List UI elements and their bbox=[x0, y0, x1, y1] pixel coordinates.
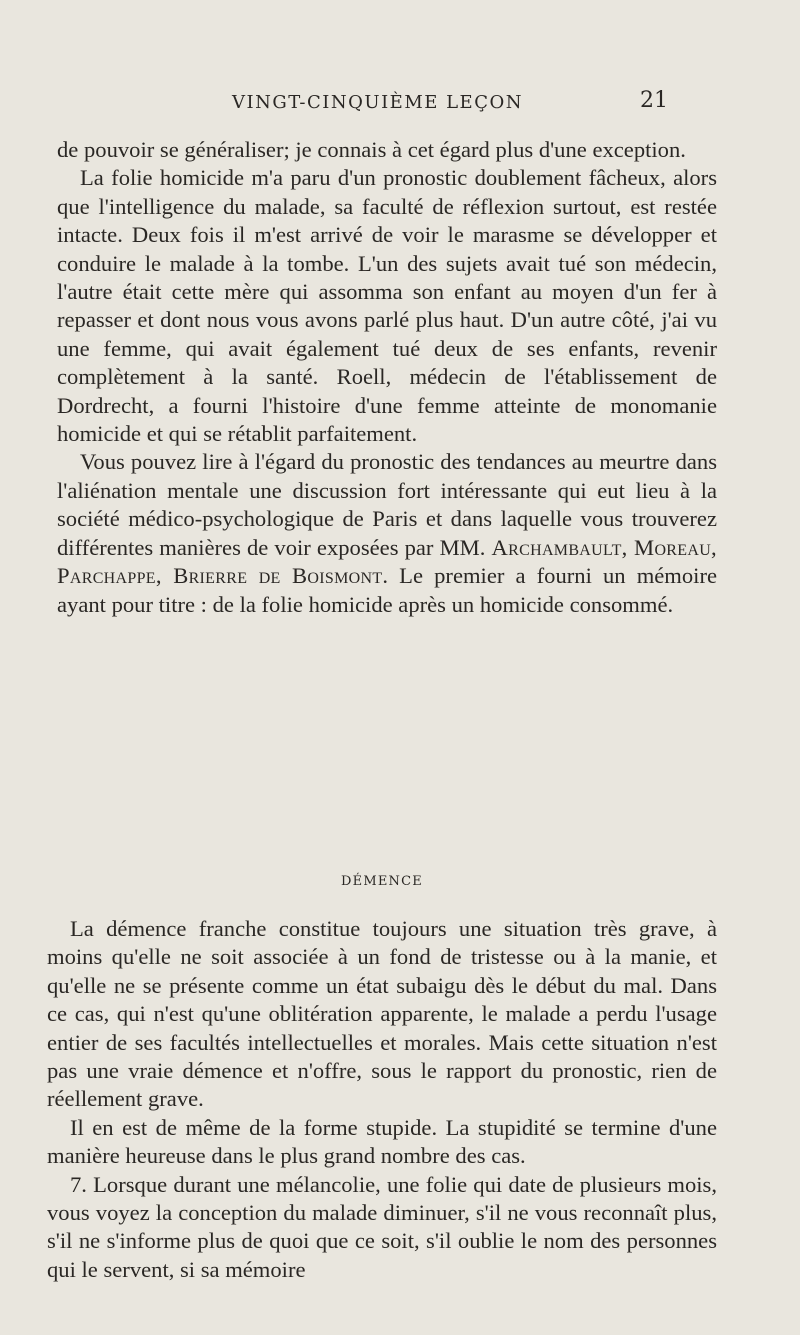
body-text-lower bbox=[47, 843, 717, 1284]
paragraph-discussion-end: . Le premier a fourni un mémoire ayant pour titre : de la folie homicide après un homicide consommé. bbox=[57, 563, 717, 617]
page-number: 21 bbox=[640, 88, 668, 113]
paragraph-melancolie: 7. Lorsque durant une mélancolie, une folie qui date de plusieurs mois, vous voyez la conception du malade diminuer, s'il ne vous reconnaît plus, s'il ne s'informe plus de quoi que ce soit, s'il oublie le nom des personnes qui le servent, si sa mémoire bbox=[47, 1171, 717, 1282]
paragraph-demence: La démence franche constitue toujours une situation très grave, à moins qu'elle ne soit associée à un fond de tristesse ou à la manie, et qu'elle ne se présente comme un état subaigu dès le début du mal. Dans ce cas, qui n'est qu'une oblitération apparente, le malade a perdu l'usage entier de ses facultés intellectuelles et morales. Mais cette situation n'est pas une vraie démence et n'offre, sous le rapport du pronostic, rien de réellement grave. bbox=[47, 916, 717, 1112]
paragraph-continuation: de pouvoir se généraliser; je connais à cet égard plus d'une exception. bbox=[57, 137, 686, 162]
author-names: Archambault, Moreau, Parchappe, Brierre de Boismont bbox=[57, 534, 717, 589]
paragraph-discussion bbox=[57, 448, 717, 618]
section-heading: DÉMENCE bbox=[341, 874, 423, 889]
paragraph-discussion-start: Vous pouvez lire à l'égard du pronostic des tendances au meurtre dans l'aliénation mentale une discussion fort intéressante qui eut lieu à la société médico-psychologique de Paris et dans laquelle vous trouverez différentes manières de voir exposées par MM. bbox=[57, 449, 717, 560]
paragraph-forme-stupide: Il en est de même de la forme stupide. La stupidité se termine d'une manière heureuse dans le plus grand nombre des cas. bbox=[47, 1114, 717, 1169]
body-text-upper bbox=[57, 136, 717, 619]
paragraph-folie-homicide: La folie homicide m'a paru d'un pronostic doublement fâcheux, alors que l'intelligence du malade, sa faculté de réflexion surtout, est restée intacte. Deux fois il m'est arrivé de voir le marasme se développer et conduire le malade à la tombe. L'un des sujets avait tué son médecin, l'autre était cette mère qui assomma son enfant au moyen d'un fer à repasser et dont nous vous avons parlé plus haut. D'un autre côté, j'ai vu une femme, qui avait également tué deux de ses enfants, revenir complètement à la santé. Roell, médecin de l'établissement de Dordrecht, a fourni l'histoire d'une femme atteinte de monomanie homicide et qui se rétablit parfaitement. bbox=[57, 165, 717, 447]
running-head bbox=[0, 88, 800, 114]
running-title: VINGT-CINQUIÈME LEÇON bbox=[232, 92, 523, 113]
